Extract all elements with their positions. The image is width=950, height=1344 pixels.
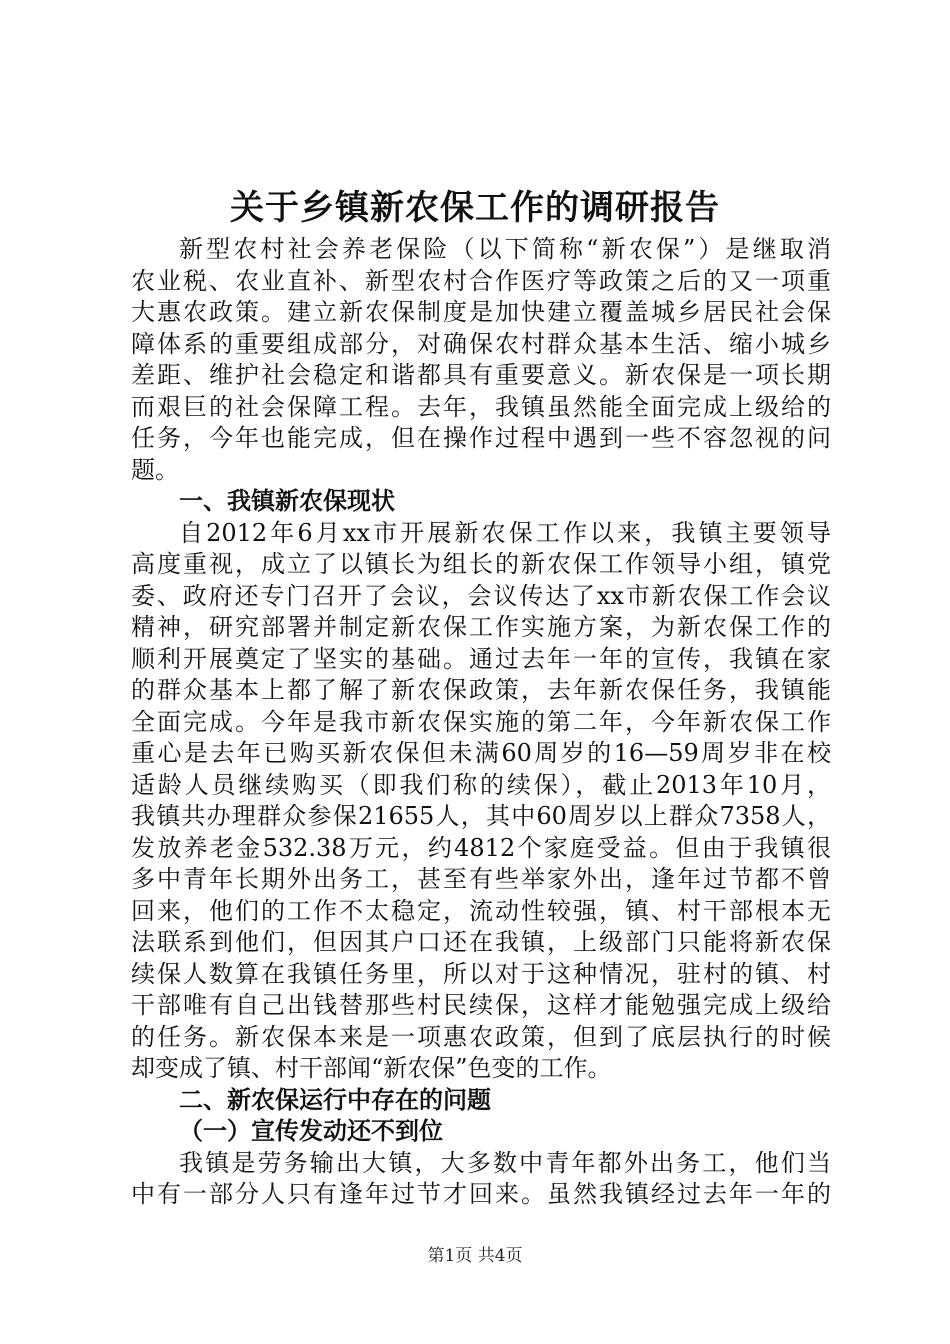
section1-line: 却变成了镇、村干部闻“新农保”色变的工作。 xyxy=(131,1054,612,1082)
document-title: 关于乡镇新农保工作的调研报告 xyxy=(230,188,720,228)
section1-line: 高度重视，成立了以镇长为组长的新农保工作领导小组，镇党 xyxy=(131,550,831,578)
section1-line: 顺利开展奠定了坚实的基础。通过去年一年的宣传，我镇在家 xyxy=(131,644,831,673)
section-heading-2: 二、新农保运行中存在的问题 xyxy=(179,1085,491,1114)
section1-line: 自2012年6月xx市开展新农保工作以来，我镇主要领导 xyxy=(179,518,831,547)
section1-line: 回来，他们的工作不太稳定，流动性较强，镇、村干部根本无 xyxy=(131,896,831,925)
section1-line: 的群众基本上都了解了新农保政策，去年新农保任务，我镇能 xyxy=(131,676,831,704)
subsection-heading-2-1: （一）宣传发动还不到位 xyxy=(179,1117,443,1145)
intro-line: 任务，今年也能完成，但在操作过程中遇到一些不容忽视的问 xyxy=(131,424,831,452)
section1-line: 多中青年长期外出务工，甚至有些举家外出，逢年过节都不曾 xyxy=(131,865,831,893)
section1-line: 精神，研究部署并制定新农保工作实施方案，为新农保工作的 xyxy=(131,613,831,641)
page-footer: 第1页 共4页 xyxy=(427,1246,523,1266)
section1-line: 干部唯有自己出钱替那些村民续保，这样才能勉强完成上级给 xyxy=(131,991,831,1019)
section2-line: 中有一部分人只有逢年过节才回来。虽然我镇经过去年一年的 xyxy=(131,1180,831,1208)
section1-line: 续保人数算在我镇任务里，所以对于这种情况，驻村的镇、村 xyxy=(131,959,831,988)
section2-line: 我镇是劳务输出大镇，大多数中青年都外出务工，他们当 xyxy=(179,1148,831,1177)
section1-line: 委、政府还专门召开了会议，会议传达了xx市新农保工作会议 xyxy=(131,581,831,610)
intro-line: 农业税、农业直补、新型农村合作医疗等政策之后的又一项重 xyxy=(131,266,831,295)
section1-line: 发放养老金532.38万元，约4812个家庭受益。但由于我镇很 xyxy=(131,833,831,862)
section1-line: 重心是去年已购买新农保但未满60周岁的16—59周岁非在校 xyxy=(131,739,831,767)
intro-line: 大惠农政策。建立新农保制度是加快建立覆盖城乡居民社会保 xyxy=(131,298,831,326)
section1-line: 的任务。新农保本来是一项惠农政策，但到了底层执行的时候 xyxy=(131,1022,831,1051)
intro-line: 题。 xyxy=(131,455,179,484)
document-body xyxy=(131,234,831,1211)
intro-line: 差距、维护社会稳定和谐都具有重要意义。新农保是一项长期 xyxy=(131,361,831,389)
intro-line: 新型农村社会养老保险（以下简称“新农保”）是继取消 xyxy=(179,235,831,263)
intro-line: 而艰巨的社会保障工程。去年，我镇虽然能全面完成上级给的 xyxy=(131,392,831,421)
section1-line: 法联系到他们，但因其户口还在我镇，上级部门只能将新农保 xyxy=(131,928,831,956)
intro-line: 障体系的重要组成部分，对确保农村群众基本生活、缩小城乡 xyxy=(131,329,831,358)
section1-line: 全面完成。今年是我市新农保实施的第二年，今年新农保工作 xyxy=(131,707,831,736)
section1-line: 适龄人员继续购买（即我们称的续保），截止2013年10月， xyxy=(131,770,831,799)
section-heading-1: 一、我镇新农保现状 xyxy=(179,487,395,515)
section1-line: 我镇共办理群众参保21655人，其中60周岁以上群众7358人， xyxy=(131,802,831,830)
